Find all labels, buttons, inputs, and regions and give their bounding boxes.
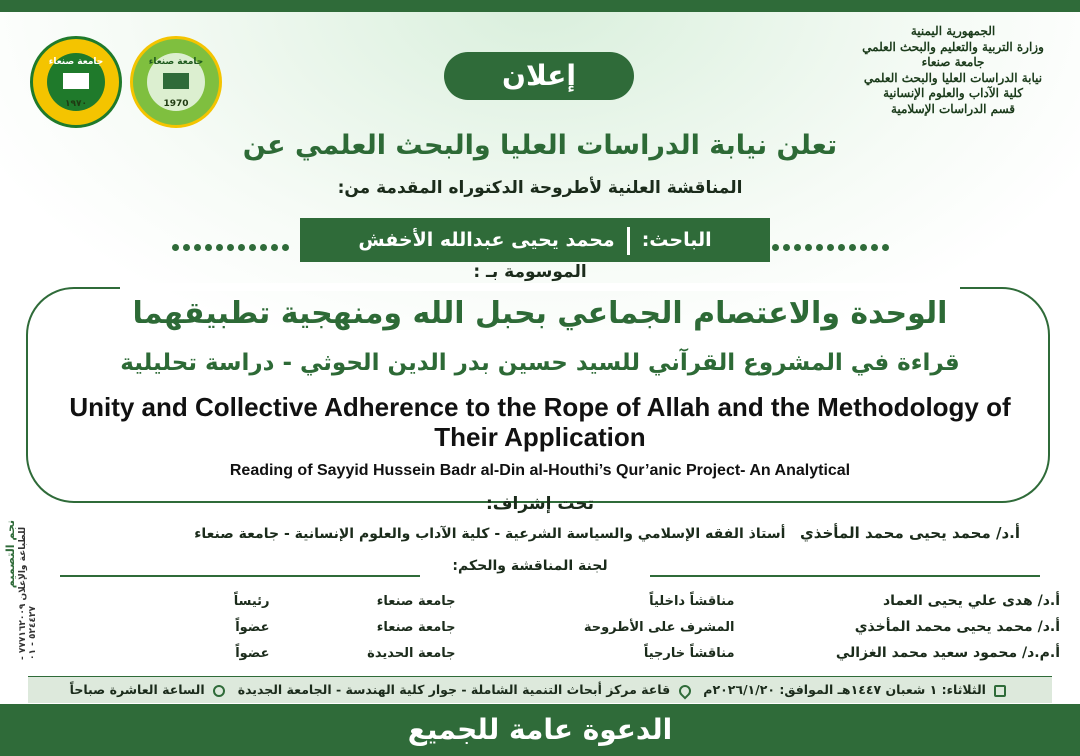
building-icon: [63, 73, 89, 89]
book-icon: [163, 73, 189, 89]
divider-left: [60, 575, 420, 577]
ornament-left: [170, 236, 300, 244]
table-row: أ.م.د/ محمود سعيد محمد الغزالي مناقشاً خارجياً جامعة الحديدة عضواً: [235, 645, 1060, 661]
supervision-label: تحت إشراف:: [485, 494, 595, 514]
researcher-band: [300, 218, 770, 262]
supervisor-name: أ.د/ محمد يحيى محمد المأخذي: [800, 524, 1020, 542]
divider-right: [650, 575, 1040, 577]
footer-invitation: الدعوة عامة للجميع: [407, 713, 673, 746]
sanaa-university-logo-left: جامعة صنعاء ١٩٧٠: [30, 36, 122, 128]
titled-label: الموسومة بـ :: [473, 262, 587, 282]
designer-credit: نجم التصميم للطباعة والإعلان ٧٧٧١٦٢٠٠٩ - ٥٢٤٤٢٧ - ٠١: [4, 520, 38, 660]
researcher-name: محمد يحيى عبدالله الأخفش: [358, 229, 615, 251]
researcher-label: الباحث:: [641, 229, 712, 251]
sanaa-university-logo-right: جامعة صنعاء 1970: [130, 36, 222, 128]
title-en-sub: Reading of Sayyid Hussein Badr al-Din al-Houthi’s Qur’anic Project- An Analytical: [229, 462, 851, 479]
event-date: الثلاثاء: ١ شعبان ١٤٤٧هـ الموافق: ٢٠٢٦/١/٢٠م: [703, 682, 986, 697]
title-ar-sub: قراءة في المشروع القرآني للسيد حسين بدر الدين الحوثي - دراسة تحليلية: [120, 350, 960, 376]
top-bar: [0, 0, 1080, 12]
announcement-badge: إعلان: [444, 52, 634, 100]
title-ar-main: الوحدة والاعتصام الجماعي بحبل الله ومنهجية تطبيقهما: [132, 296, 948, 331]
title-en-main: Unity and Collective Adherence to the Rope of Allah and the Methodology of Their Application: [69, 392, 1011, 452]
intro-line: تعلن نيابة الدراسات العليا والبحث العلمي عن: [242, 130, 838, 161]
institution-header: الجمهورية اليمنية وزارة التربية والتعليم والبحث العلمي جامعة صنعاء نيابة الدراسات العليا والبحث العلمي كلية الآداب والعلوم الإنسانية قسم الدراسات الإسلامية: [862, 24, 1044, 116]
subline: المناقشة العلنية لأطروحة الدكتوراه المقدمة من:: [337, 178, 743, 198]
calendar-icon: [994, 685, 1006, 697]
supervisor-title: أستاذ الفقه الإسلامي والسياسة الشرعية - كلية الآداب والعلوم الإنسانية - جامعة صنعاء: [194, 526, 786, 542]
committee-table: [130, 588, 1060, 666]
event-venue: قاعة مركز أبحاث التنمية الشاملة - جوار كلية الهندسة - الجامعة الجديدة: [237, 682, 671, 697]
clock-icon: [213, 685, 225, 697]
table-row: أ.د/ محمد يحيى محمد المأخذي المشرف على الأطروحة جامعة صنعاء عضواً: [235, 619, 1060, 635]
ornament-right: [770, 236, 900, 244]
committee-label: لجنة المناقشة والحكم:: [452, 558, 608, 574]
table-row: أ.د/ هدى علي يحيى العماد مناقشاً داخلياً جامعة صنعاء رئيساً: [233, 593, 1060, 609]
supervisor: [110, 524, 1020, 542]
location-pin-icon: [676, 682, 693, 699]
event-time: الساعة العاشرة صباحاً: [69, 682, 205, 697]
event-info-bar: [28, 676, 1052, 703]
